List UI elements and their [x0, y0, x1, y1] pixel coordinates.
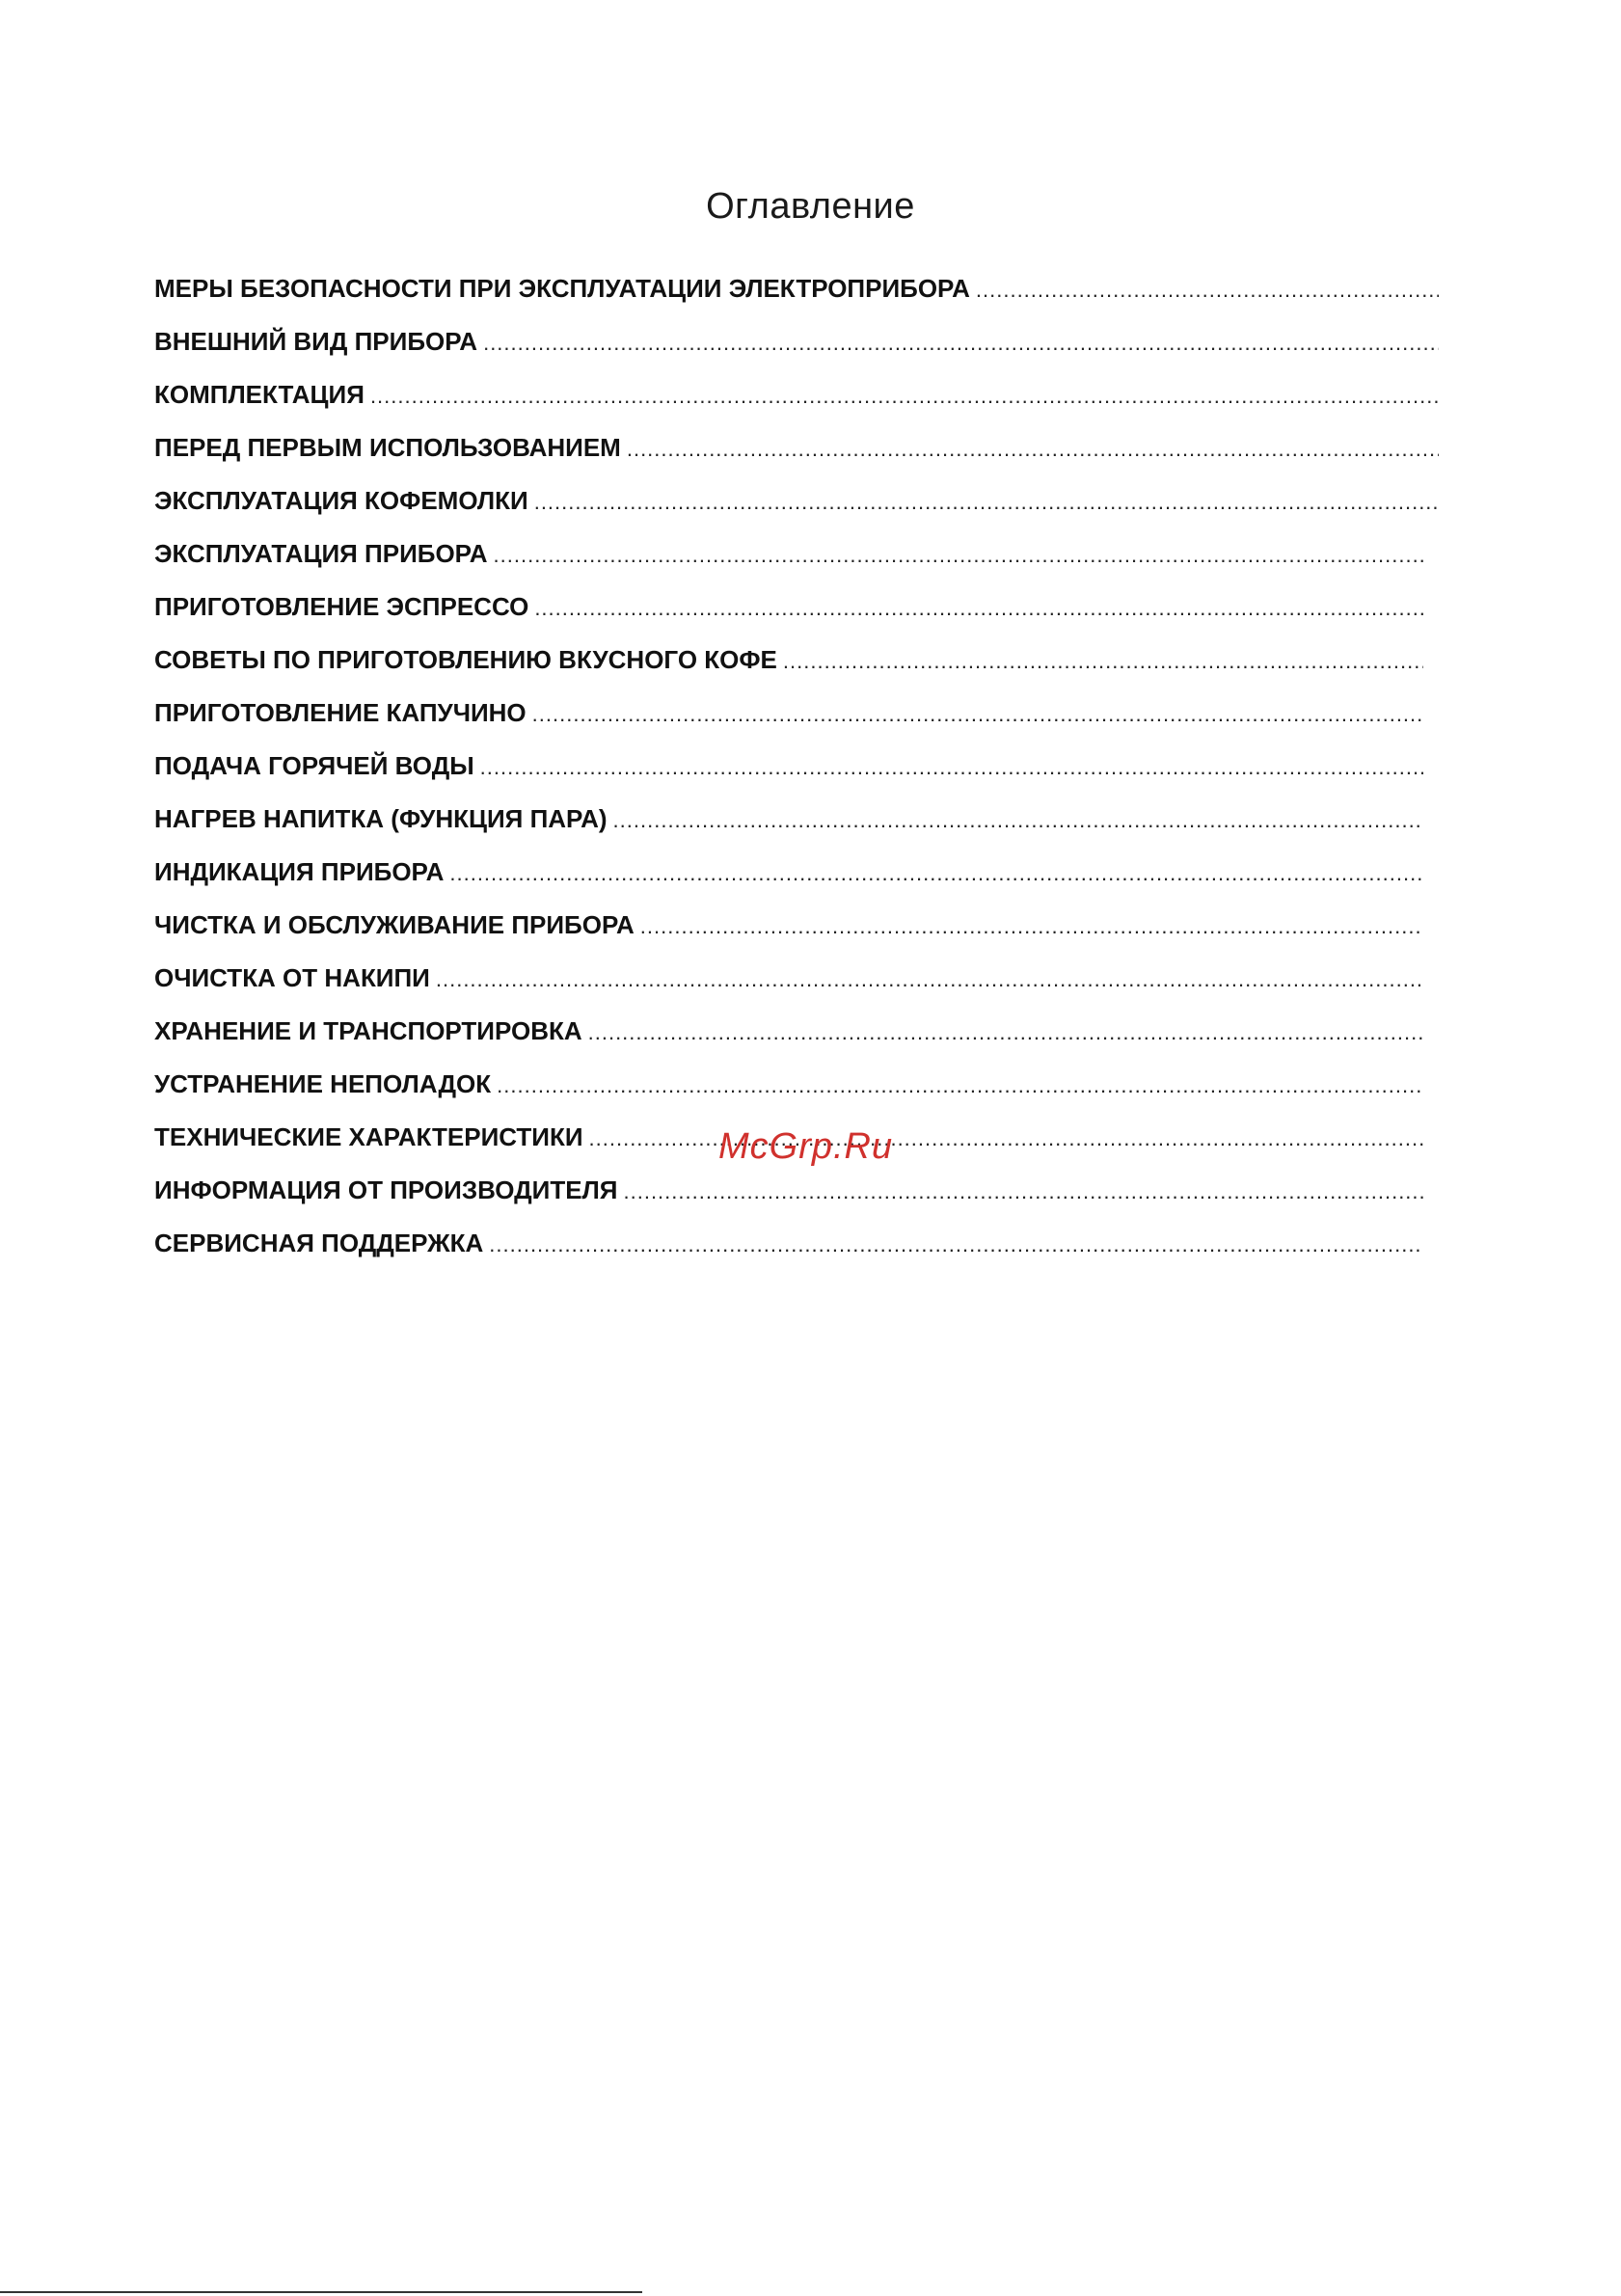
toc-item-label: ОЧИСТКА ОТ НАКИПИ: [154, 963, 430, 992]
toc-dot-leader: [449, 861, 1423, 886]
toc-item[interactable]: [154, 698, 1423, 751]
toc-dot-leader: [627, 437, 1439, 462]
toc-dot-leader: [783, 649, 1423, 674]
toc-item-label: ЧИСТКА И ОБСЛУЖИВАНИЕ ПРИБОРА: [154, 910, 635, 939]
footer-divider: [0, 2291, 642, 2293]
page-title: Оглавление: [706, 186, 915, 228]
toc-item[interactable]: [154, 645, 1423, 698]
toc-item-label: НАГРЕВ НАПИТКА (ФУНКЦИЯ ПАРА): [154, 804, 608, 833]
toc-item[interactable]: [154, 274, 1439, 327]
toc-item[interactable]: [154, 857, 1423, 910]
toc-dot-leader: [640, 914, 1423, 939]
toc-item[interactable]: [154, 1175, 1423, 1229]
toc-dot-leader: [483, 331, 1439, 356]
toc-item-label: КОМПЛЕКТАЦИЯ: [154, 380, 365, 409]
toc-item-label: ИНДИКАЦИЯ ПРИБОРА: [154, 857, 445, 886]
toc-dot-leader: [534, 490, 1439, 515]
toc-item[interactable]: [154, 486, 1439, 539]
toc-dot-leader: [480, 755, 1423, 780]
toc-item[interactable]: [154, 433, 1439, 486]
toc-item-label: ПРИГОТОВЛЕНИЕ ЭСПРЕССО: [154, 592, 529, 621]
toc-dot-leader: [494, 543, 1423, 568]
toc-item-label: ВНЕШНИЙ ВИД ПРИБОРА: [154, 327, 478, 356]
toc-item[interactable]: [154, 1069, 1423, 1122]
toc-item[interactable]: [154, 380, 1439, 433]
toc-item-label: ПРИГОТОВЛЕНИЕ КАПУЧИНО: [154, 698, 527, 727]
toc-item[interactable]: [154, 327, 1439, 380]
toc-item-label: ИНФОРМАЦИЯ ОТ ПРОИЗВОДИТЕЛЯ: [154, 1175, 618, 1204]
toc-dot-leader: [589, 1126, 1423, 1151]
toc-item-label: ТЕХНИЧЕСКИЕ ХАРАКТЕРИСТИКИ: [154, 1122, 583, 1151]
toc-item[interactable]: [154, 1016, 1423, 1069]
toc-item[interactable]: [154, 539, 1423, 592]
toc-dot-leader: [497, 1073, 1423, 1098]
toc-dot-leader: [976, 278, 1439, 303]
toc-item-label: ЭКСПЛУАТАЦИЯ ПРИБОРА: [154, 539, 488, 568]
toc-dot-leader: [370, 384, 1439, 409]
toc-item[interactable]: [154, 592, 1423, 645]
toc-dot-leader: [534, 596, 1423, 621]
toc-dot-leader: [489, 1232, 1423, 1257]
toc-item[interactable]: [154, 751, 1423, 804]
toc-item[interactable]: [154, 910, 1423, 963]
toc-item-label: ХРАНЕНИЕ И ТРАНСПОРТИРОВКА: [154, 1016, 582, 1045]
toc-item-label: ПЕРЕД ПЕРВЫМ ИСПОЛЬЗОВАНИЕМ: [154, 433, 621, 462]
toc-item-label: СОВЕТЫ ПО ПРИГОТОВЛЕНИЮ ВКУСНОГО КОФЕ: [154, 645, 777, 674]
toc-dot-leader: [624, 1179, 1424, 1204]
toc-item-label: ПОДАЧА ГОРЯЧЕЙ ВОДЫ: [154, 751, 474, 780]
toc-dot-leader: [613, 808, 1423, 833]
toc-item[interactable]: [154, 804, 1423, 857]
toc-dot-leader: [588, 1020, 1423, 1045]
toc-dot-leader: [436, 967, 1423, 992]
toc-item-label: УСТРАНЕНИЕ НЕПОЛАДОК: [154, 1069, 492, 1098]
toc-item-label: СЕРВИСНАЯ ПОДДЕРЖКА: [154, 1229, 484, 1257]
toc-item-label: МЕРЫ БЕЗОПАСНОСТИ ПРИ ЭКСПЛУАТАЦИИ ЭЛЕКТРОПРИБОРА: [154, 274, 970, 303]
watermark-text: McGrp.Ru: [718, 1126, 894, 1167]
toc-item[interactable]: [154, 963, 1423, 1016]
toc-dot-leader: [532, 702, 1423, 727]
toc-item[interactable]: [154, 1229, 1423, 1282]
toc-item-label: ЭКСПЛУАТАЦИЯ КОФЕМОЛКИ: [154, 486, 528, 515]
